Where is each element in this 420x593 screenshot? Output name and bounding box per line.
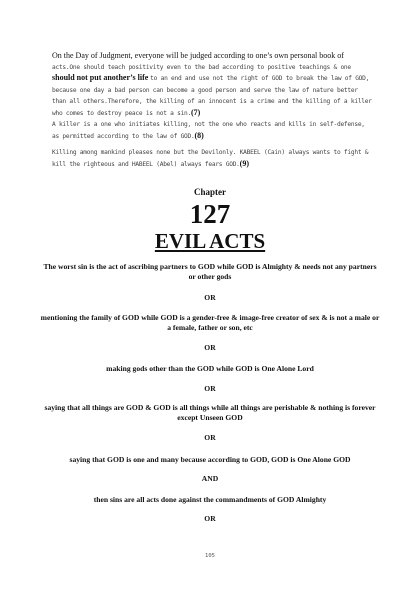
chapter-title: EVIL ACTS: [154, 229, 266, 253]
chapter-number: 127: [189, 199, 231, 229]
statement-6: then sins are all acts done against the commandments of GOD Almighty: [93, 495, 327, 504]
statement-4: saying that all things are GOD & GOD is all things while all things are perishable & nothing is forever except Unseen GOD: [44, 403, 376, 422]
page-number: 105: [205, 553, 215, 559]
paragraph-text-bold: should not put another’s life: [52, 73, 149, 82]
statement-3: making gods other than the GOD while GOD is One Alone Lord: [106, 364, 314, 373]
statement-5: saying that GOD is one and many because according to GOD, GOD is One Alone GOD: [69, 455, 351, 464]
paragraph-judgment: [52, 51, 372, 119]
paragraph-text: to an end and use not the right of GOD to break the law of GOD,: [150, 75, 370, 82]
paragraph-text: Killing among mankind pleases none but the Devilonly. KABEEL (Cain) always wants to fight & kill the righteous and HABEEL (Abel) always fears GOD.: [52, 149, 369, 168]
connector-and: AND: [201, 474, 219, 483]
paragraph-text: because one day a bad person can become a good person and serve the law of nature better than all others.Therefore, the killing of an innocent is a crime and the killing of a killer who comes to destroy peace is not a sin.: [52, 86, 372, 117]
connector-or: OR: [204, 343, 216, 352]
statement-2: mentioning the family of GOD while GOD is a gender-free & image-free creator of sex & is not a male or a female, father or son, etc: [40, 313, 380, 332]
paragraph-text: acts.One should teach positivity even to the bad according to positive teachings & one: [52, 63, 351, 71]
footnote-ref: (7): [191, 107, 201, 117]
footnote-ref: (8): [194, 130, 204, 140]
statement-1: The worst sin is the act of ascribing partners to GOD while GOD is Almighty & needs not any partners or other gods: [43, 262, 377, 281]
paragraph-killer: [52, 119, 372, 142]
connector-or: OR: [204, 514, 216, 523]
footnote-ref: (9): [239, 158, 249, 168]
connector-or: OR: [204, 433, 216, 442]
paragraph-text: On the Day of Judgment, everyone will be judged according to one’s own personal book of: [52, 51, 344, 60]
connector-or: OR: [204, 384, 216, 393]
chapter-label: Chapter: [194, 187, 226, 197]
paragraph-text: A killer is a one who initiates killing, not the one who reacts and kills in self-defense, as permitted according to the law of GOD.: [52, 121, 365, 140]
connector-or: OR: [204, 293, 216, 302]
paragraph-killing: [52, 147, 372, 170]
